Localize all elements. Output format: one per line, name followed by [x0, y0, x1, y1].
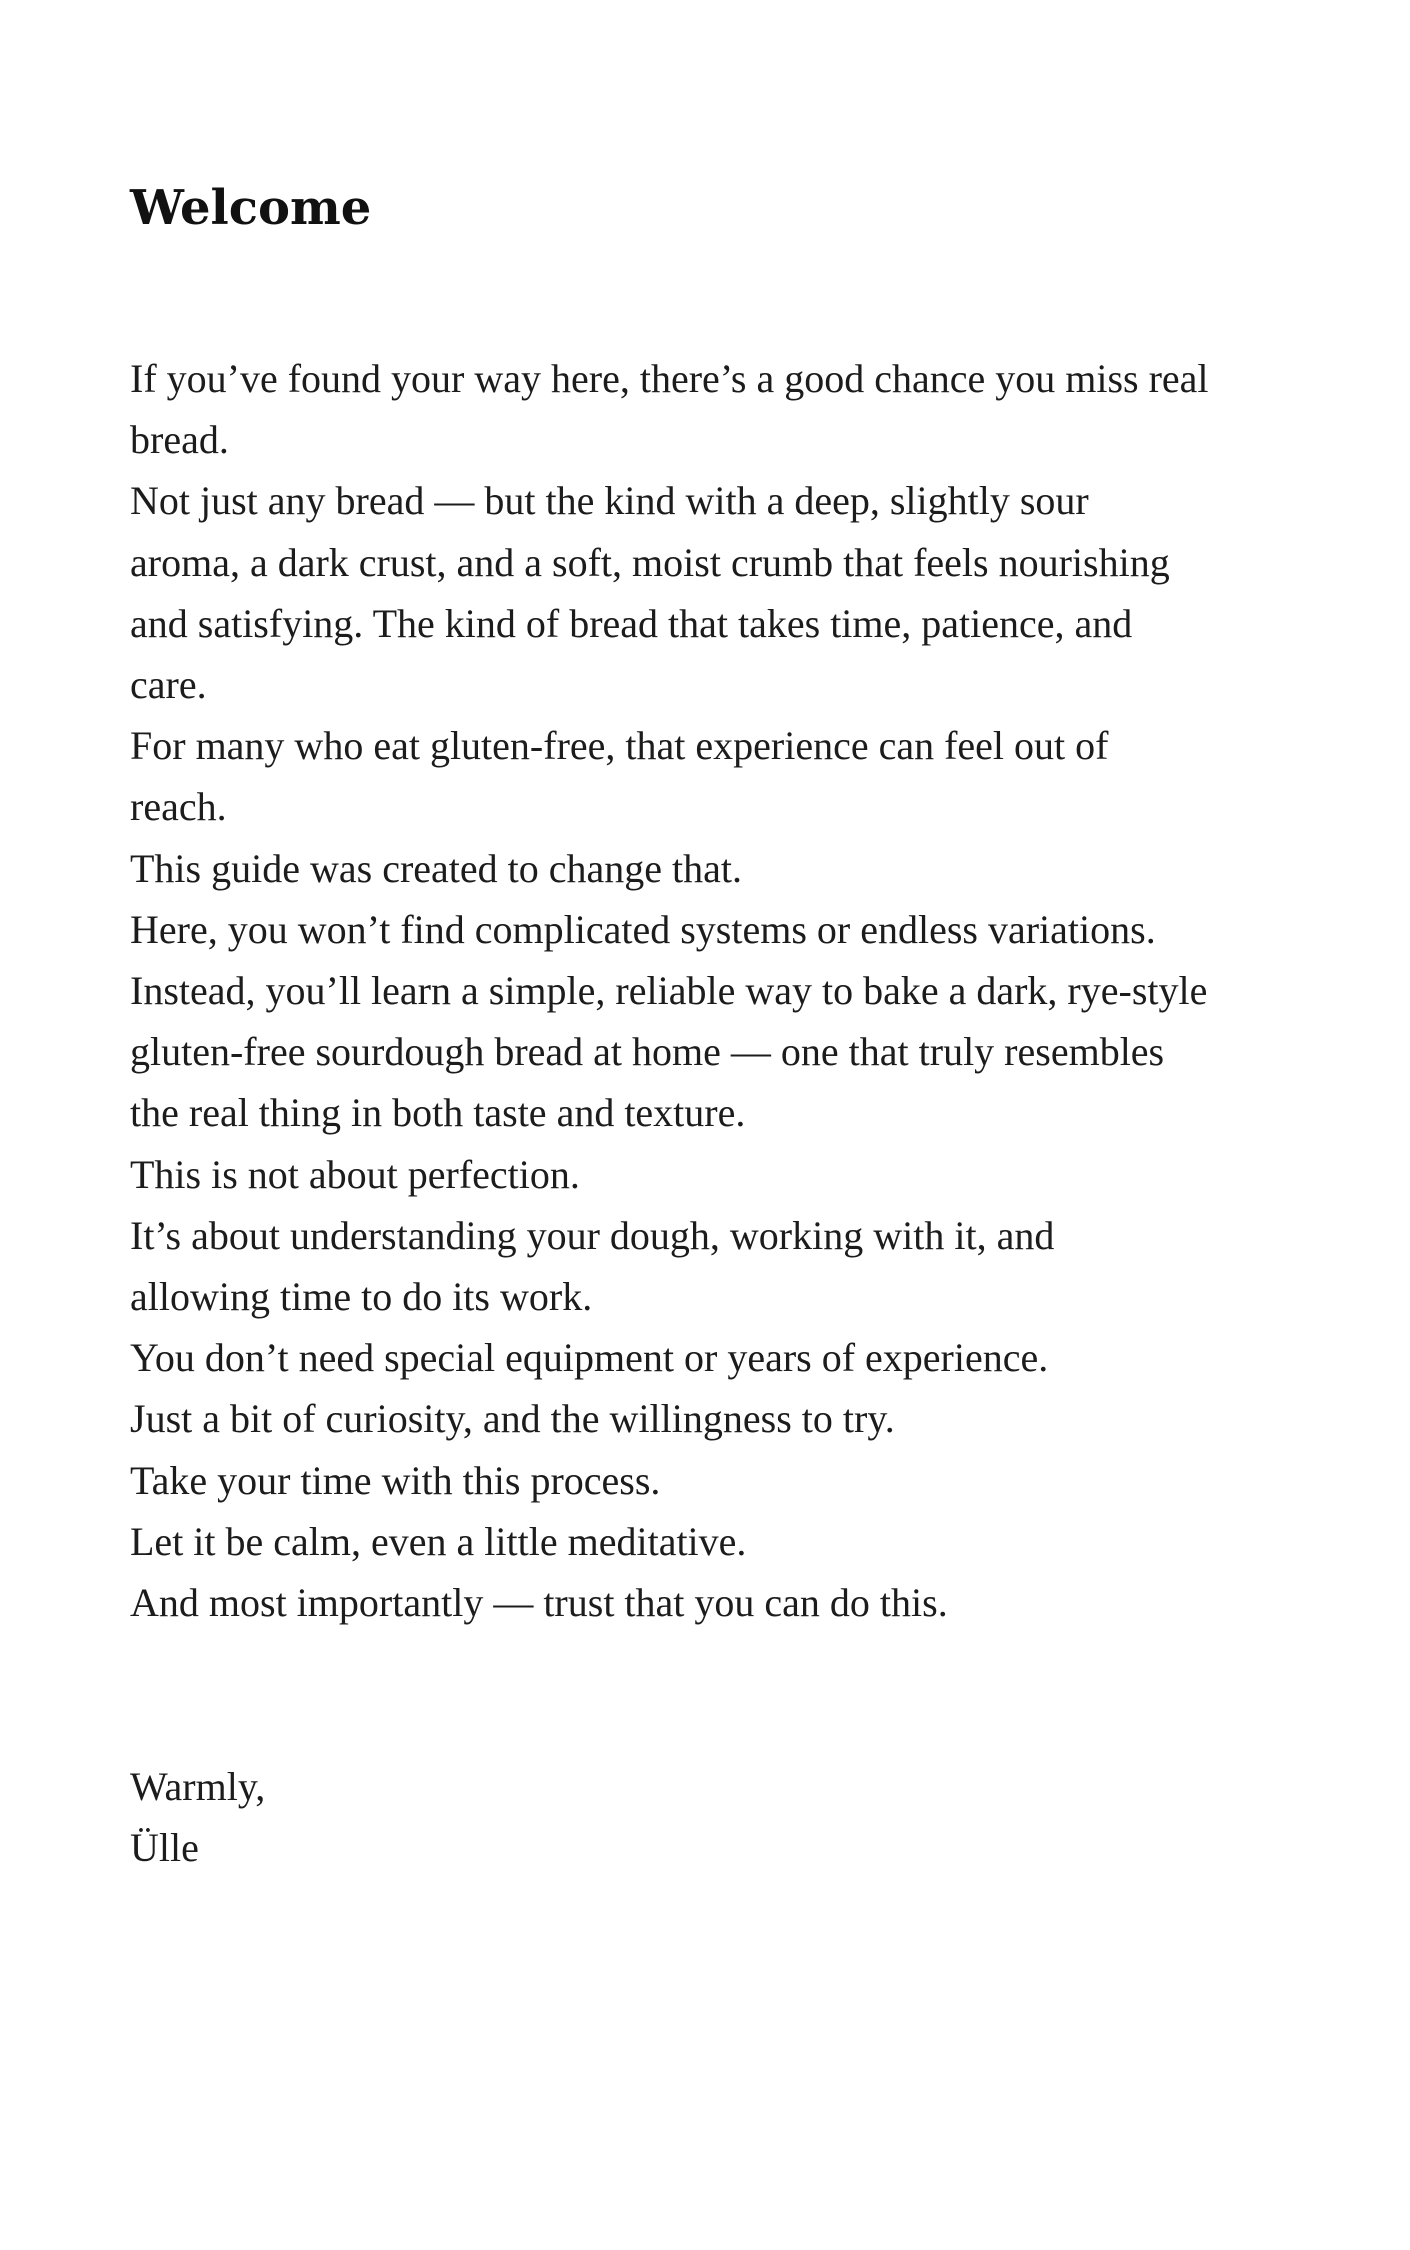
text-line: care. [130, 662, 207, 708]
text-line: gluten-free sourdough bread at home — one that truly resembles [130, 1029, 1165, 1075]
text-line: reach. [130, 784, 227, 830]
text-line: And most importantly — trust that you can do this. [130, 1580, 948, 1626]
text-line: Not just any bread — but the kind with a deep, slightly sour [130, 478, 1089, 524]
closing-line: Warmly, [130, 1764, 266, 1810]
text-line: Just a bit of curiosity, and the willingness to try. [130, 1396, 895, 1442]
text-line: and satisfying. The kind of bread that takes time, patience, and [130, 600, 1133, 646]
text-line: Here, you won’t find complicated systems or endless variations. [130, 906, 1156, 952]
page-title: Welcome [130, 180, 372, 236]
author-name: Ülle [130, 1825, 199, 1871]
text-line: This guide was created to change that. [130, 845, 742, 891]
text-line: You don’t need special equipment or years of experience. [130, 1335, 1049, 1381]
text-line: Let it be calm, even a little meditative. [130, 1518, 747, 1564]
signoff [130, 1756, 1290, 1878]
text-line: aroma, a dark crust, and a soft, moist crumb that feels nourishing [130, 539, 1170, 585]
text-line: If you’ve found your way here, there’s a good chance you miss real [130, 356, 1209, 401]
text-line: the real thing in both taste and texture. [130, 1090, 746, 1136]
text-line: Instead, you’ll learn a simple, reliable way to bake a dark, rye-style [130, 968, 1208, 1014]
text-line: allowing time to do its work. [130, 1274, 593, 1320]
text-line: Take your time with this process. [130, 1457, 661, 1503]
text-line: This is not about perfection. [130, 1151, 580, 1197]
text-line: It’s about understanding your dough, working with it, and [130, 1212, 1055, 1258]
text-line: bread. [130, 417, 229, 463]
text-line: For many who eat gluten-free, that experience can feel out of [130, 723, 1109, 769]
welcome-text [130, 348, 1290, 1633]
